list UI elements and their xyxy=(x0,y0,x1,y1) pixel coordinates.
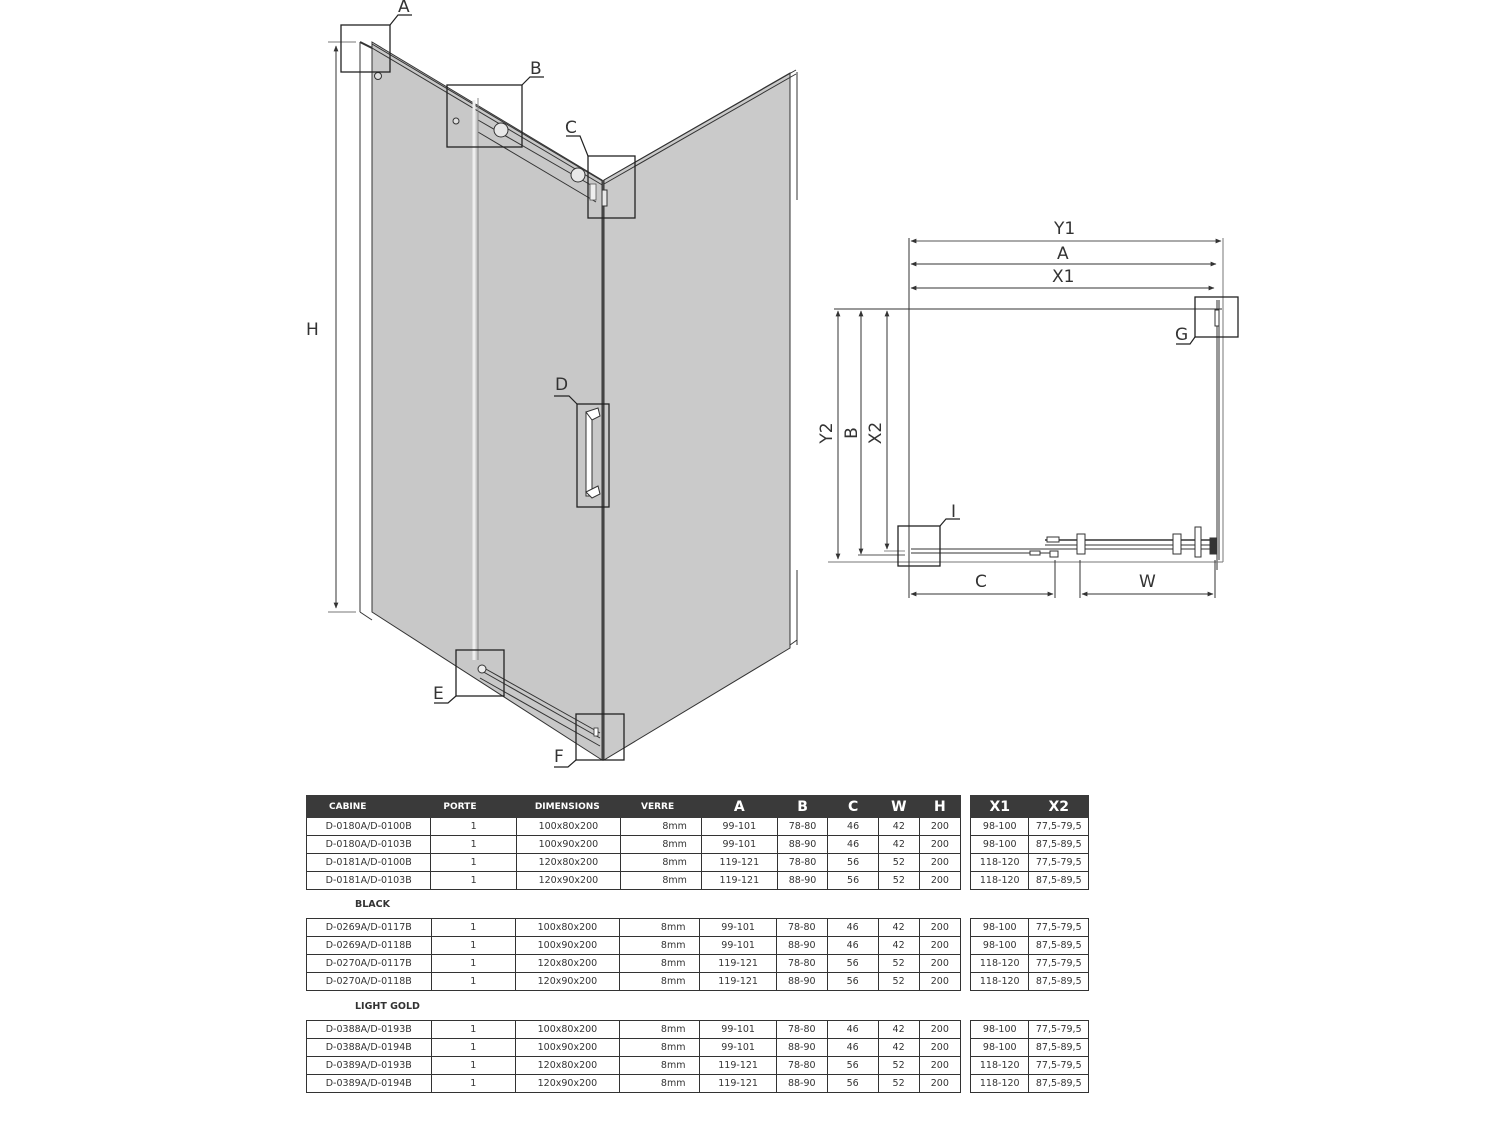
table-row: 98-100 87,5-89,5 xyxy=(971,1039,1089,1057)
table-row: D-0270A/D-0118B 1 120x90x200 8mm 119-121 88-90 56 52 200 xyxy=(307,973,961,991)
callout-label-g: G xyxy=(1175,325,1189,345)
table-row: 118-120 77,5-79,5 xyxy=(971,854,1089,872)
spec-table-main-light-gold xyxy=(306,1020,961,1093)
col-header-dimensions: DIMENSIONS xyxy=(516,796,620,818)
table-row: 118-120 77,5-79,5 xyxy=(971,955,1089,973)
table-row: 98-100 77,5-79,5 xyxy=(971,919,1089,937)
dimension-label-y1: Y1 xyxy=(1054,219,1076,239)
spec-table-main-chrome xyxy=(306,795,961,890)
dimension-label-a: A xyxy=(1057,244,1069,264)
callout-label-a: A xyxy=(398,0,410,17)
col-header-w: W xyxy=(878,796,919,818)
callout-label-e: E xyxy=(433,684,444,704)
table-row: 98-100 87,5-89,5 xyxy=(971,836,1089,854)
spec-table-side-light-gold xyxy=(970,1020,1089,1093)
callout-label-b: B xyxy=(530,59,542,79)
height-dimension-label: H xyxy=(306,320,319,340)
section-label-black: BLACK xyxy=(355,899,390,910)
callout-label-f: F xyxy=(554,747,564,767)
dimension-label-y2: Y2 xyxy=(817,422,837,444)
table-row: 118-120 87,5-89,5 xyxy=(971,872,1089,890)
dimension-label-b: B xyxy=(842,427,862,439)
section-label-light-gold: LIGHT GOLD xyxy=(355,1001,420,1012)
table-row: 118-120 77,5-79,5 xyxy=(971,1057,1089,1075)
callout-box-i xyxy=(898,526,940,566)
table-row: D-0269A/D-0118B 1 100x90x200 8mm 99-101 88-90 46 42 200 xyxy=(307,937,961,955)
table-row: D-0389A/D-0194B 1 120x90x200 8mm 119-121 88-90 56 52 200 xyxy=(307,1075,961,1093)
callout-label-d: D xyxy=(555,375,569,395)
isometric-view xyxy=(306,0,797,767)
table-row: D-0269A/D-0117B 1 100x80x200 8mm 99-101 78-80 46 42 200 xyxy=(307,919,961,937)
dimension-label-x2: X2 xyxy=(866,421,886,445)
col-header-verre: VERRE xyxy=(620,796,701,818)
table-row: D-0181A/D-0100B 1 120x80x200 8mm 119-121 78-80 56 52 200 xyxy=(307,854,961,872)
callout-label-c: C xyxy=(565,118,577,138)
table-row: 98-100 87,5-89,5 xyxy=(971,937,1089,955)
table-row: D-0388A/D-0194B 1 100x90x200 8mm 99-101 88-90 46 42 200 xyxy=(307,1039,961,1057)
table-row: 98-100 77,5-79,5 xyxy=(971,818,1089,836)
table-row: D-0181A/D-0103B 1 120x90x200 8mm 119-121 88-90 56 52 200 xyxy=(307,872,961,890)
dimension-label-c: C xyxy=(975,572,987,592)
col-header-a: A xyxy=(701,796,777,818)
callout-label-i: I xyxy=(951,502,957,522)
col-header-porte: PORTE xyxy=(431,796,516,818)
spec-table-side-black xyxy=(970,918,1089,991)
table-row: 118-120 87,5-89,5 xyxy=(971,973,1089,991)
front-glass-panel xyxy=(372,42,602,760)
col-header-c: C xyxy=(828,796,878,818)
spec-table-main-black xyxy=(306,918,961,991)
col-header-x2: X2 xyxy=(1029,796,1089,818)
table-row: D-0388A/D-0193B 1 100x80x200 8mm 99-101 78-80 46 42 200 xyxy=(307,1021,961,1039)
col-header-h: H xyxy=(919,796,960,818)
col-header-b: B xyxy=(777,796,828,818)
dimension-label-w: W xyxy=(1139,572,1156,592)
table-row: D-0270A/D-0117B 1 120x80x200 8mm 119-121 78-80 56 52 200 xyxy=(307,955,961,973)
spec-table-side-chrome xyxy=(970,795,1089,890)
table-header-row xyxy=(307,796,961,818)
table-row: 118-120 87,5-89,5 xyxy=(971,1075,1089,1093)
dimension-label-x1: X1 xyxy=(1052,267,1075,287)
plan-view xyxy=(817,219,1238,598)
col-header-cabine: CABINE xyxy=(307,796,431,818)
table-row: D-0180A/D-0103B 1 100x90x200 8mm 99-101 88-90 46 42 200 xyxy=(307,836,961,854)
side-glass-panel xyxy=(604,73,790,760)
table-row: 98-100 77,5-79,5 xyxy=(971,1021,1089,1039)
table-row: D-0389A/D-0193B 1 120x80x200 8mm 119-121 78-80 56 52 200 xyxy=(307,1057,961,1075)
col-header-x1: X1 xyxy=(971,796,1029,818)
table-row: D-0180A/D-0100B 1 100x80x200 8mm 99-101 78-80 46 42 200 xyxy=(307,818,961,836)
